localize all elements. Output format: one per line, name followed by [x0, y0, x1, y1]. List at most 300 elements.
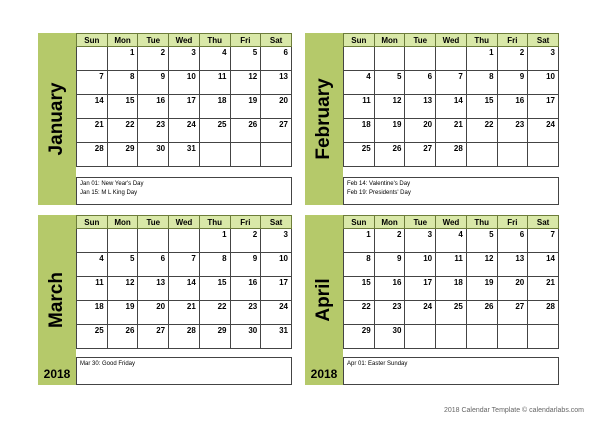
day-cell — [528, 325, 559, 349]
week-row — [344, 229, 559, 253]
day-number: 6 — [283, 48, 288, 57]
day-number: 22 — [217, 302, 227, 311]
day-number: 18 — [361, 120, 371, 129]
day-number: 28 — [94, 144, 104, 153]
day-number: 28 — [546, 302, 555, 311]
day-cell — [466, 143, 497, 167]
day-number: 2 — [396, 230, 402, 239]
day-number — [524, 331, 527, 332]
day-cell — [169, 229, 200, 253]
day-cell — [405, 229, 436, 253]
day-cell — [344, 325, 375, 349]
day-number: 30 — [156, 144, 166, 153]
day-number: 7 — [99, 72, 104, 81]
weekday-header: Thu — [199, 216, 230, 229]
day-cell — [261, 229, 292, 253]
weekday-header: Fri — [497, 216, 528, 229]
year-label: 2018 — [43, 367, 71, 381]
day-number: 20 — [156, 302, 166, 311]
day-number: 17 — [546, 96, 555, 105]
day-cell — [436, 229, 467, 253]
day-number: 3 — [550, 48, 555, 57]
day-number: 29 — [217, 326, 227, 335]
day-cell — [344, 71, 375, 95]
calendar-grid — [343, 215, 559, 349]
day-number: 17 — [423, 278, 433, 287]
day-cell — [169, 277, 200, 301]
day-cell — [497, 143, 528, 167]
day-cell — [374, 253, 405, 277]
day-number: 18 — [453, 278, 463, 287]
holiday-note: Apr 01: Easter Sunday — [347, 361, 408, 367]
day-number — [104, 53, 107, 54]
day-cell — [77, 277, 108, 301]
day-number: 7 — [458, 72, 463, 81]
day-cell — [261, 253, 292, 277]
day-number: 21 — [186, 302, 196, 311]
day-cell — [169, 47, 200, 71]
day-number: 8 — [489, 72, 494, 81]
day-number: 23 — [515, 120, 525, 129]
day-cell — [344, 47, 375, 71]
day-cell — [230, 95, 261, 119]
day-number: 9 — [252, 254, 258, 263]
day-cell — [107, 229, 138, 253]
day-cell — [405, 325, 436, 349]
day-number: 6 — [519, 230, 525, 239]
day-cell — [405, 71, 436, 95]
day-cell — [374, 143, 405, 167]
day-number — [401, 53, 404, 54]
day-number: 20 — [423, 120, 433, 129]
week-row — [344, 325, 559, 349]
weekday-header: Wed — [169, 34, 200, 47]
day-cell — [344, 229, 375, 253]
week-row — [77, 119, 292, 143]
week-row — [77, 71, 292, 95]
day-number: 1 — [129, 48, 135, 57]
day-number: 24 — [546, 120, 555, 129]
day-cell — [138, 143, 169, 167]
day-number: 17 — [279, 278, 288, 287]
weekday-header: Sun — [344, 216, 375, 229]
day-cell — [436, 277, 467, 301]
weekday-header: Sat — [261, 216, 292, 229]
day-cell — [77, 119, 108, 143]
calendar-grid — [343, 33, 559, 167]
day-number: 9 — [396, 254, 402, 263]
weekday-header: Thu — [466, 216, 497, 229]
day-cell — [230, 143, 261, 167]
day-number: 9 — [160, 72, 166, 81]
week-row — [344, 143, 559, 167]
day-number: 6 — [427, 72, 433, 81]
day-number: 3 — [427, 230, 433, 239]
day-cell — [466, 229, 497, 253]
day-cell — [436, 71, 467, 95]
day-number — [227, 149, 230, 150]
day-cell — [528, 71, 559, 95]
day-number: 3 — [191, 48, 196, 57]
holiday-note: Feb 14: Valentine's Day — [347, 181, 411, 187]
day-number: 13 — [156, 278, 166, 287]
day-number: 4 — [99, 254, 104, 263]
day-number — [371, 53, 374, 54]
day-number: 22 — [361, 302, 371, 311]
day-number: 13 — [515, 254, 525, 263]
day-number: 19 — [392, 120, 402, 129]
day-cell — [466, 325, 497, 349]
calendar-grid — [76, 215, 292, 349]
week-row — [344, 301, 559, 325]
day-cell — [497, 325, 528, 349]
day-cell — [199, 119, 230, 143]
holiday-notes — [76, 177, 292, 205]
day-number — [463, 53, 466, 54]
day-number — [165, 235, 168, 236]
day-cell — [199, 71, 230, 95]
day-number: 24 — [186, 120, 196, 129]
day-number: 23 — [156, 120, 166, 129]
holiday-notes — [343, 357, 559, 385]
day-cell — [261, 325, 292, 349]
day-cell — [138, 325, 169, 349]
day-number: 25 — [217, 120, 227, 129]
day-cell — [230, 277, 261, 301]
day-number: 26 — [125, 326, 135, 335]
day-cell — [169, 325, 200, 349]
weekday-header: Tue — [138, 216, 169, 229]
day-number: 10 — [279, 254, 288, 263]
weekday-header: Sat — [528, 216, 559, 229]
month-band — [38, 33, 76, 205]
day-cell — [344, 253, 375, 277]
day-cell — [199, 277, 230, 301]
day-number — [494, 149, 497, 150]
month-name: March — [46, 272, 67, 328]
day-cell — [497, 253, 528, 277]
day-number: 4 — [366, 72, 371, 81]
week-row — [344, 95, 559, 119]
day-cell — [107, 301, 138, 325]
day-number: 29 — [125, 144, 135, 153]
day-cell — [169, 253, 200, 277]
month-april — [305, 215, 559, 385]
week-row — [344, 71, 559, 95]
day-number: 13 — [279, 72, 288, 81]
week-row — [77, 277, 292, 301]
day-cell — [436, 47, 467, 71]
day-number: 1 — [222, 230, 227, 239]
weekday-header: Sat — [528, 34, 559, 47]
month-name: February — [313, 78, 334, 160]
day-number: 4 — [458, 230, 463, 239]
day-cell — [497, 229, 528, 253]
day-cell — [528, 301, 559, 325]
month-name: January — [46, 82, 67, 156]
week-row — [77, 301, 292, 325]
day-number: 23 — [248, 302, 258, 311]
day-cell — [436, 143, 467, 167]
day-cell — [374, 95, 405, 119]
day-cell — [199, 143, 230, 167]
day-cell — [374, 71, 405, 95]
day-cell — [405, 143, 436, 167]
day-number: 27 — [515, 302, 525, 311]
day-cell — [344, 301, 375, 325]
day-number: 19 — [484, 278, 494, 287]
day-cell — [344, 143, 375, 167]
week-row — [77, 325, 292, 349]
day-cell — [107, 95, 138, 119]
footer-credit: 2018 Calendar Template © calendarlabs.com — [443, 407, 584, 414]
day-cell — [199, 229, 230, 253]
day-number: 24 — [279, 302, 288, 311]
day-number: 27 — [279, 120, 288, 129]
day-cell — [466, 119, 497, 143]
day-cell — [230, 47, 261, 71]
month-february — [305, 33, 559, 205]
day-cell — [199, 301, 230, 325]
day-cell — [230, 253, 261, 277]
day-cell — [466, 301, 497, 325]
day-number — [432, 331, 435, 332]
day-number: 8 — [129, 72, 135, 81]
day-cell — [77, 229, 108, 253]
week-row — [344, 119, 559, 143]
weekday-header: Mon — [374, 216, 405, 229]
day-cell — [497, 95, 528, 119]
week-row — [77, 143, 292, 167]
day-number: 30 — [392, 326, 402, 335]
day-cell — [528, 47, 559, 71]
day-number: 16 — [392, 278, 402, 287]
day-number — [257, 149, 260, 150]
day-cell — [528, 143, 559, 167]
weekday-header: Mon — [107, 34, 138, 47]
day-number — [104, 235, 107, 236]
weekday-header: Wed — [436, 216, 467, 229]
day-number: 15 — [217, 278, 227, 287]
day-cell — [405, 277, 436, 301]
day-cell — [466, 47, 497, 71]
day-cell — [261, 47, 292, 71]
day-number: 14 — [453, 96, 463, 105]
day-number: 11 — [218, 72, 227, 81]
day-cell — [528, 229, 559, 253]
day-cell — [344, 119, 375, 143]
day-number — [524, 149, 527, 150]
day-number: 8 — [366, 254, 371, 263]
day-number: 8 — [222, 254, 227, 263]
day-number: 29 — [361, 326, 371, 335]
day-cell — [199, 325, 230, 349]
holiday-note: Feb 19: Presidents' Day — [347, 190, 411, 196]
holiday-notes — [76, 357, 292, 385]
day-cell — [230, 119, 261, 143]
day-cell — [466, 277, 497, 301]
day-number: 26 — [248, 120, 258, 129]
weekday-header: Sun — [77, 34, 108, 47]
day-number — [134, 235, 137, 236]
day-cell — [497, 119, 528, 143]
day-cell — [261, 301, 292, 325]
day-number: 11 — [362, 96, 371, 105]
day-cell — [107, 253, 138, 277]
week-row — [77, 47, 292, 71]
day-cell — [169, 143, 200, 167]
day-number: 15 — [361, 278, 371, 287]
weekday-header: Thu — [466, 34, 497, 47]
holiday-note: Jan 01: New Year's Day — [80, 181, 144, 187]
day-number: 2 — [160, 48, 166, 57]
day-number: 23 — [392, 302, 402, 311]
day-cell — [405, 95, 436, 119]
day-number: 9 — [519, 72, 525, 81]
month-name: April — [313, 278, 334, 322]
day-cell — [77, 301, 108, 325]
day-number: 31 — [186, 144, 196, 153]
day-cell — [374, 277, 405, 301]
day-number: 10 — [186, 72, 196, 81]
day-cell — [374, 301, 405, 325]
day-cell — [138, 229, 169, 253]
day-cell — [497, 277, 528, 301]
weekday-header: Tue — [138, 34, 169, 47]
day-cell — [77, 71, 108, 95]
day-number: 5 — [129, 254, 135, 263]
day-number: 25 — [453, 302, 463, 311]
day-cell — [466, 95, 497, 119]
day-cell — [374, 229, 405, 253]
day-cell — [374, 47, 405, 71]
week-row — [77, 95, 292, 119]
day-number: 14 — [94, 96, 104, 105]
week-row — [344, 47, 559, 71]
day-number: 5 — [489, 230, 494, 239]
day-number: 4 — [222, 48, 227, 57]
day-cell — [405, 301, 436, 325]
day-cell — [169, 71, 200, 95]
day-cell — [230, 71, 261, 95]
day-cell — [230, 301, 261, 325]
day-number: 20 — [515, 278, 525, 287]
day-number: 21 — [453, 120, 463, 129]
day-number: 27 — [156, 326, 166, 335]
day-number: 14 — [546, 254, 555, 263]
day-number: 18 — [217, 96, 227, 105]
day-cell — [374, 325, 405, 349]
holiday-note: Mar 30: Good Friday — [80, 361, 136, 367]
day-number: 3 — [283, 230, 288, 239]
month-band — [38, 215, 76, 385]
day-cell — [138, 95, 169, 119]
day-number: 2 — [252, 230, 258, 239]
day-cell — [77, 47, 108, 71]
day-number: 25 — [94, 326, 104, 335]
day-cell — [436, 253, 467, 277]
day-number: 21 — [546, 278, 555, 287]
day-cell — [528, 119, 559, 143]
day-cell — [261, 119, 292, 143]
week-row — [344, 277, 559, 301]
day-cell — [497, 301, 528, 325]
day-number: 15 — [484, 96, 494, 105]
day-number — [288, 149, 291, 150]
weekday-header: Mon — [107, 216, 138, 229]
day-number: 19 — [125, 302, 135, 311]
week-row — [344, 253, 559, 277]
day-number: 12 — [248, 72, 258, 81]
day-cell — [107, 71, 138, 95]
week-row — [77, 229, 292, 253]
weekday-header: Sun — [344, 34, 375, 47]
day-cell — [261, 277, 292, 301]
day-number: 12 — [125, 278, 135, 287]
day-number: 5 — [252, 48, 258, 57]
month-band — [305, 215, 343, 385]
day-cell — [405, 119, 436, 143]
month-band — [305, 33, 343, 205]
day-number: 27 — [423, 144, 433, 153]
day-number: 6 — [160, 254, 166, 263]
day-number: 11 — [454, 254, 463, 263]
day-number: 11 — [95, 278, 104, 287]
day-number — [555, 331, 558, 332]
holiday-note: Jan 15: M L King Day — [80, 190, 138, 196]
day-cell — [199, 95, 230, 119]
day-cell — [169, 301, 200, 325]
day-cell — [107, 47, 138, 71]
day-number: 24 — [423, 302, 433, 311]
day-cell — [528, 277, 559, 301]
day-cell — [374, 119, 405, 143]
day-number: 10 — [423, 254, 433, 263]
day-cell — [528, 95, 559, 119]
day-cell — [261, 143, 292, 167]
day-number: 1 — [489, 48, 494, 57]
day-number: 28 — [453, 144, 463, 153]
day-number: 16 — [248, 278, 258, 287]
day-cell — [497, 47, 528, 71]
weekday-header: Mon — [374, 34, 405, 47]
day-number: 28 — [186, 326, 196, 335]
day-cell — [138, 277, 169, 301]
day-number: 7 — [550, 230, 555, 239]
holiday-notes — [343, 177, 559, 205]
day-number — [555, 149, 558, 150]
day-number: 10 — [546, 72, 555, 81]
day-cell — [107, 143, 138, 167]
day-cell — [436, 119, 467, 143]
day-number: 26 — [484, 302, 494, 311]
day-cell — [138, 119, 169, 143]
day-number — [463, 331, 466, 332]
weekday-header: Fri — [230, 34, 261, 47]
day-number: 17 — [186, 96, 196, 105]
day-number: 20 — [279, 96, 288, 105]
day-cell — [436, 95, 467, 119]
day-cell — [77, 325, 108, 349]
week-row — [77, 253, 292, 277]
day-number: 7 — [191, 254, 196, 263]
day-cell — [466, 71, 497, 95]
day-cell — [199, 47, 230, 71]
weekday-header: Wed — [169, 216, 200, 229]
day-number: 22 — [125, 120, 135, 129]
weekday-header: Sun — [77, 216, 108, 229]
day-cell — [199, 253, 230, 277]
